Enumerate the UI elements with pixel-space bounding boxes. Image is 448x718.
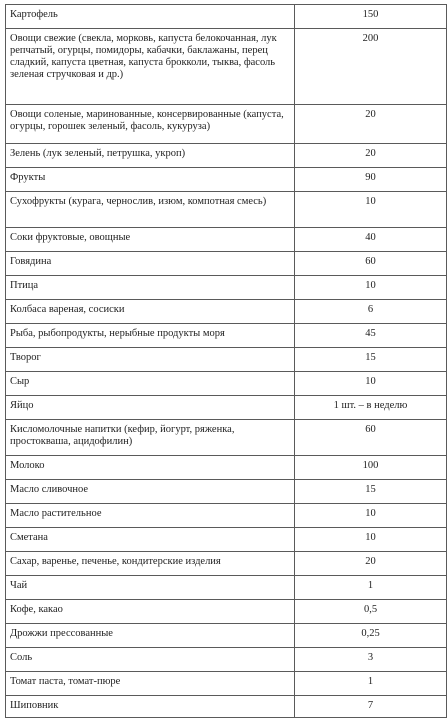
product-name-cell: Фрукты [6, 168, 295, 192]
table-row [6, 696, 447, 718]
quantity-cell: 90 [295, 168, 447, 192]
table-row [6, 276, 447, 300]
table-row [6, 600, 447, 624]
quantity-cell: 10 [295, 276, 447, 300]
product-name-cell: Творог [6, 348, 295, 372]
table-row [6, 348, 447, 372]
table-row [6, 552, 447, 576]
table-row [6, 672, 447, 696]
product-name-cell: Чай [6, 576, 295, 600]
quantity-cell: 200 [295, 29, 447, 105]
product-name-cell: Молоко [6, 456, 295, 480]
quantity-cell: 0,25 [295, 624, 447, 648]
quantity-cell: 40 [295, 228, 447, 252]
table-row [6, 168, 447, 192]
quantity-cell: 150 [295, 5, 447, 29]
table-row [6, 528, 447, 552]
table-row [6, 480, 447, 504]
quantity-cell: 20 [295, 552, 447, 576]
product-name-cell: Соки фруктовые, овощные [6, 228, 295, 252]
table-row [6, 420, 447, 456]
quantity-cell: 20 [295, 144, 447, 168]
product-name-cell: Колбаса вареная, сосиски [6, 300, 295, 324]
table-row [6, 144, 447, 168]
quantity-cell: 1 [295, 576, 447, 600]
table-row [6, 300, 447, 324]
product-name-cell: Томат паста, томат-пюре [6, 672, 295, 696]
table-row [6, 192, 447, 228]
product-name-cell: Кисломолочные напитки (кефир, йогурт, ряженка, простокваша, ацидофилин) [6, 420, 295, 456]
product-name-cell: Шиповник [6, 696, 295, 718]
table-row [6, 5, 447, 29]
table-row [6, 105, 447, 144]
table-row [6, 396, 447, 420]
quantity-cell: 0,5 [295, 600, 447, 624]
product-name-cell: Яйцо [6, 396, 295, 420]
product-name-cell: Овощи свежие (свекла, морковь, капуста белокочанная, лук репчатый, огурцы, помидоры, кабачки, баклажаны, перец сладкий, капуста цветная, капуста брокколи, тыква, фасоль зеленая стручковая и др.) [6, 29, 295, 105]
quantity-cell: 10 [295, 372, 447, 396]
product-name-cell: Зелень (лук зеленый, петрушка, укроп) [6, 144, 295, 168]
table-row [6, 576, 447, 600]
quantity-cell: 100 [295, 456, 447, 480]
table-row [6, 624, 447, 648]
product-name-cell: Кофе, какао [6, 600, 295, 624]
quantity-cell: 3 [295, 648, 447, 672]
food-norms-table [5, 4, 447, 718]
table-body [6, 5, 447, 718]
quantity-cell: 60 [295, 420, 447, 456]
table-row [6, 504, 447, 528]
quantity-cell: 15 [295, 480, 447, 504]
product-name-cell: Говядина [6, 252, 295, 276]
quantity-cell: 10 [295, 528, 447, 552]
table-row [6, 29, 447, 105]
product-name-cell: Масло растительное [6, 504, 295, 528]
product-name-cell: Дрожжи прессованные [6, 624, 295, 648]
quantity-cell: 45 [295, 324, 447, 348]
quantity-cell: 60 [295, 252, 447, 276]
quantity-cell: 10 [295, 504, 447, 528]
quantity-cell: 15 [295, 348, 447, 372]
table-row [6, 372, 447, 396]
product-name-cell: Картофель [6, 5, 295, 29]
quantity-cell: 1 [295, 672, 447, 696]
quantity-cell: 1 шт. – в неделю [295, 396, 447, 420]
quantity-cell: 6 [295, 300, 447, 324]
table-row [6, 324, 447, 348]
product-name-cell: Птица [6, 276, 295, 300]
quantity-cell: 20 [295, 105, 447, 144]
table-row [6, 648, 447, 672]
quantity-cell: 10 [295, 192, 447, 228]
product-name-cell: Рыба, рыбопродукты, нерыбные продукты моря [6, 324, 295, 348]
product-name-cell: Сухофрукты (курага, чернослив, изюм, компотная смесь) [6, 192, 295, 228]
product-name-cell: Масло сливочное [6, 480, 295, 504]
product-name-cell: Сахар, варенье, печенье, кондитерские изделия [6, 552, 295, 576]
product-name-cell: Сметана [6, 528, 295, 552]
table-row [6, 456, 447, 480]
quantity-cell: 7 [295, 696, 447, 718]
table-row [6, 252, 447, 276]
product-name-cell: Сыр [6, 372, 295, 396]
table-row [6, 228, 447, 252]
product-name-cell: Овощи соленые, маринованные, консервированные (капуста, огурцы, горошек зеленый, фасоль, кукуруза) [6, 105, 295, 144]
product-name-cell: Соль [6, 648, 295, 672]
